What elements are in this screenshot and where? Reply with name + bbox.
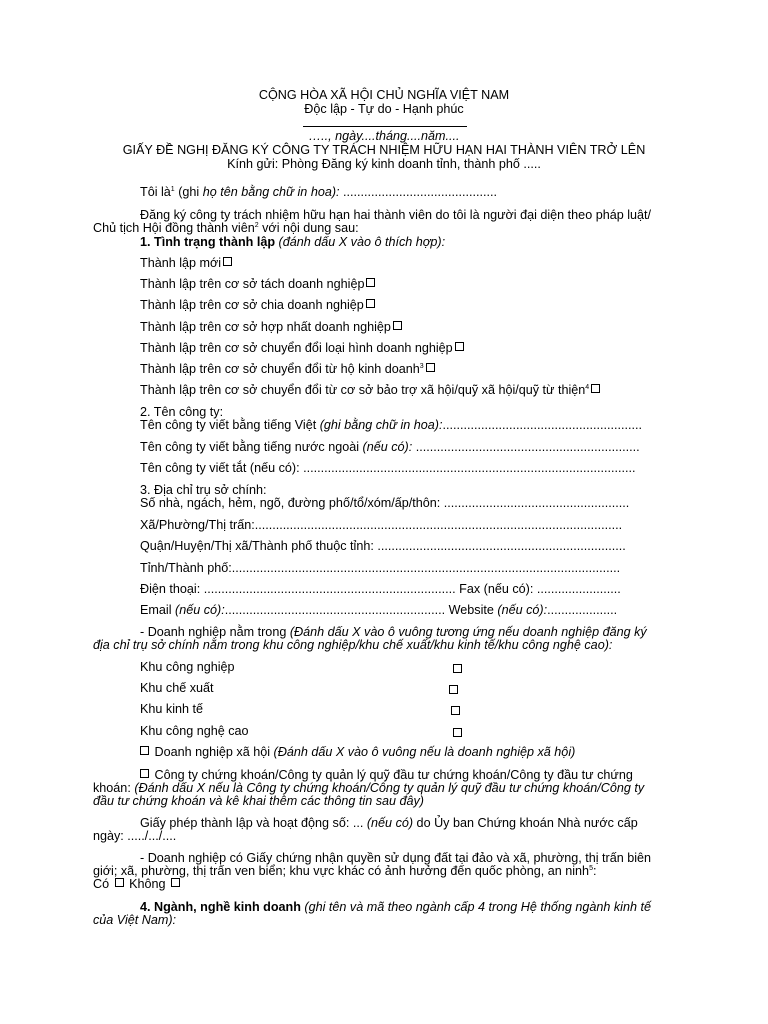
option-new: [140, 256, 234, 271]
chairman-text: Chủ tịch Hội đồng thành viên: [93, 221, 255, 235]
securities-checkbox[interactable]: [140, 769, 149, 778]
no-label: Không: [125, 877, 166, 891]
register-line-1: Đăng ký công ty trách nhiệm hữu hạn hai thành viên do tôi là người đại diện theo pháp luật/: [140, 208, 652, 222]
footnote-4: 4: [585, 384, 590, 391]
zone-economic-checkbox[interactable]: [451, 706, 460, 715]
name-foreign-note: (nếu có):: [362, 440, 413, 454]
phone-fax-field[interactable]: Điện thoại: ........................................................................ Fax (nếu có): ........................: [140, 582, 621, 596]
email-website-line[interactable]: [140, 603, 617, 618]
option-split-checkbox[interactable]: [366, 278, 375, 287]
name-foreign-line: [140, 440, 640, 455]
license-issuer: do Ủy ban Chứng khoán Nhà nước cấp: [413, 816, 638, 830]
option-merge-checkbox[interactable]: [393, 321, 402, 330]
option-social-fund-checkbox[interactable]: [591, 384, 600, 393]
website-note: (nếu có):: [497, 603, 548, 617]
zone-hightech-checkbox[interactable]: [453, 728, 462, 737]
option-merge: [140, 320, 404, 335]
option-household: [140, 362, 437, 377]
securities-label: Công ty chứng khoán/Công ty quản lý quỹ đầu tư chứng khoán/Công ty đầu tư chứng: [151, 768, 633, 782]
section1-heading-line: [140, 235, 445, 250]
land-colon: :: [592, 864, 597, 878]
zone-economic-label: Khu kinh tế: [140, 702, 204, 716]
street-field[interactable]: Số nhà, ngách, hẻm, ngõ, đường phố/tổ/xóm/ấp/thôn: .....................................................: [140, 496, 630, 510]
option-new-label: Thành lập mới: [140, 256, 222, 270]
name-vietnamese-line: [140, 418, 642, 433]
register-tail: với nội dung sau:: [258, 221, 359, 235]
license-note: (nếu có): [366, 816, 414, 830]
section1-heading: 1. Tình trạng thành lập: [140, 235, 276, 249]
zone-industrial-checkbox[interactable]: [453, 664, 462, 673]
section3-heading: 3. Địa chỉ trụ sở chính:: [140, 483, 267, 497]
addressee: Kính gửi: Phòng Đăng ký kinh doanh tỉnh, thành phố .....: [227, 157, 541, 171]
ward-field[interactable]: Xã/Phường/Thị trấn:.........................................................................................................: [140, 518, 623, 532]
option-new-checkbox[interactable]: [223, 257, 232, 266]
option-social-fund-label: Thành lập trên cơ sở chuyển đổi từ cơ sở bảo trợ xã hội/quỹ xã hội/quỹ từ thiện: [140, 383, 586, 397]
yes-label: Có: [93, 877, 110, 891]
section4-heading-line: [140, 900, 651, 915]
district-field[interactable]: Quận/Huyện/Thị xã/Thành phố thuộc tỉnh: .......................................................................: [140, 539, 626, 553]
option-split: [140, 277, 377, 292]
social-enterprise-note: (Đánh dấu X vào ô vuông nếu là doanh nghiệp xã hội): [273, 745, 576, 759]
securities-note-2: đầu tư chứng khoán và kê khai thêm các thông tin sau đây): [93, 794, 425, 808]
option-household-label: Thành lập trên cơ sở chuyển đổi từ hộ kinh doanh: [140, 362, 420, 376]
option-convert-type-checkbox[interactable]: [455, 342, 464, 351]
date-line: ….., ngày....tháng....năm....: [308, 129, 460, 143]
zone-note-1: (Đánh dấu X vào ô vuông tương ứng nếu doanh nghiệp đăng ký: [289, 625, 647, 639]
footnote-1: 1: [170, 186, 175, 193]
declarant-line: [140, 185, 497, 200]
name-vietnamese-label: Tên công ty viết bằng tiếng Việt: [140, 418, 320, 432]
land-answer-line: [93, 877, 182, 892]
section4-heading: 4. Ngành, nghề kinh doanh: [140, 900, 301, 914]
land-text: giới; xã, phường, thị trấn ven biển; khu vực khác có ảnh hưởng đến quốc phòng, an ninh: [93, 864, 590, 878]
footnote-3: 3: [419, 363, 424, 370]
name-vietnamese-field[interactable]: .........................................................: [442, 418, 642, 432]
license-date-field[interactable]: ngày: ...../.../....: [93, 829, 177, 843]
province-field[interactable]: Tỉnh/Thành phố:...............................................................................................................: [140, 561, 621, 575]
option-split-label: Thành lập trên cơ sở tách doanh nghiệp: [140, 277, 365, 291]
email-field[interactable]: ............................................................... Website: [224, 603, 498, 617]
name-foreign-field[interactable]: ................................................................: [412, 440, 640, 454]
zone-export-label: Khu chế xuất: [140, 681, 214, 695]
yes-checkbox[interactable]: [115, 878, 124, 887]
header-rule: [303, 126, 467, 127]
option-household-checkbox[interactable]: [426, 363, 435, 372]
email-note: (nếu có):: [175, 603, 225, 617]
footnote-5: 5: [589, 865, 593, 872]
no-checkbox[interactable]: [171, 878, 180, 887]
form-title: GIẤY ĐỀ NGHỊ ĐĂNG KÝ CÔNG TY TRÁCH NHIỆM HỮU HẠN HAI THÀNH VIÊN TRỞ LÊN: [122, 143, 646, 157]
zone-industrial-label: Khu công nghiệp: [140, 660, 235, 674]
social-enterprise-label: Doanh nghiệp xã hội: [151, 745, 274, 759]
section1-note: (đánh dấu X vào ô thích hợp):: [275, 235, 446, 249]
email-label: Email: [140, 603, 175, 617]
website-field[interactable]: ....................: [547, 603, 618, 617]
national-title: CỘNG HÒA XÃ HỘI CHỦ NGHĨA VIỆT NAM: [258, 88, 510, 102]
securities-note-1: (Đánh dấu X nếu là Công ty chứng khoán/Công ty quản lý quỹ đầu tư chứng khoán/Công ty: [134, 781, 645, 795]
declarant-label: Tôi là: [140, 185, 171, 199]
name-vietnamese-note: (ghi bằng chữ in hoa):: [319, 418, 443, 432]
motto: Độc lập - Tự do - Hạnh phúc: [304, 102, 464, 116]
register-line-2: [93, 221, 359, 236]
zone-note-2: địa chỉ trụ sở chính nằm trong khu công nghiệp/khu chế xuất/khu kinh tế/khu công nghệ cao):: [93, 638, 613, 652]
declarant-note: họ tên bằng chữ in hoa):: [202, 185, 340, 199]
footnote-2: 2: [254, 222, 259, 229]
option-social-fund: [140, 383, 602, 398]
section2-heading: 2. Tên công ty:: [140, 405, 224, 419]
securities-label-end: khoán:: [93, 781, 135, 795]
option-divide-checkbox[interactable]: [366, 299, 375, 308]
name-foreign-label: Tên công ty viết bằng tiếng nước ngoài: [140, 440, 363, 454]
name-abbreviation-field[interactable]: Tên công ty viết tắt (nếu có): ...............................................................................................: [140, 461, 636, 475]
license-line-1: [140, 816, 638, 831]
zone-hightech-label: Khu công nghệ cao: [140, 724, 249, 738]
social-enterprise-checkbox[interactable]: [140, 746, 149, 755]
declarant-blank[interactable]: ............................................: [339, 185, 497, 199]
option-convert-type: [140, 341, 466, 356]
option-divide-label: Thành lập trên cơ sở chia doanh nghiệp: [140, 298, 364, 312]
option-merge-label: Thành lập trên cơ sở hợp nhất doanh nghiệp: [140, 320, 391, 334]
declarant-note-open: (ghi: [174, 185, 203, 199]
option-divide: [140, 298, 377, 313]
section4-note-1: (ghi tên và mã theo ngành cấp 4 trong Hệ thống ngành kinh tế: [300, 900, 651, 914]
land-line-1: - Doanh nghiệp có Giấy chứng nhận quyền sử dụng đất tại đảo và xã, phường, thị trấn biên: [140, 851, 652, 865]
option-convert-type-label: Thành lập trên cơ sở chuyển đổi loại hình doanh nghiệp: [140, 341, 453, 355]
zone-export-checkbox[interactable]: [449, 685, 458, 694]
social-enterprise-line: [138, 745, 575, 760]
license-label: Giấy phép thành lập và hoạt động số: ...: [140, 816, 367, 830]
section4-note-2: của Việt Nam):: [93, 913, 177, 927]
zone-label: - Doanh nghiệp nằm trong: [140, 625, 290, 639]
